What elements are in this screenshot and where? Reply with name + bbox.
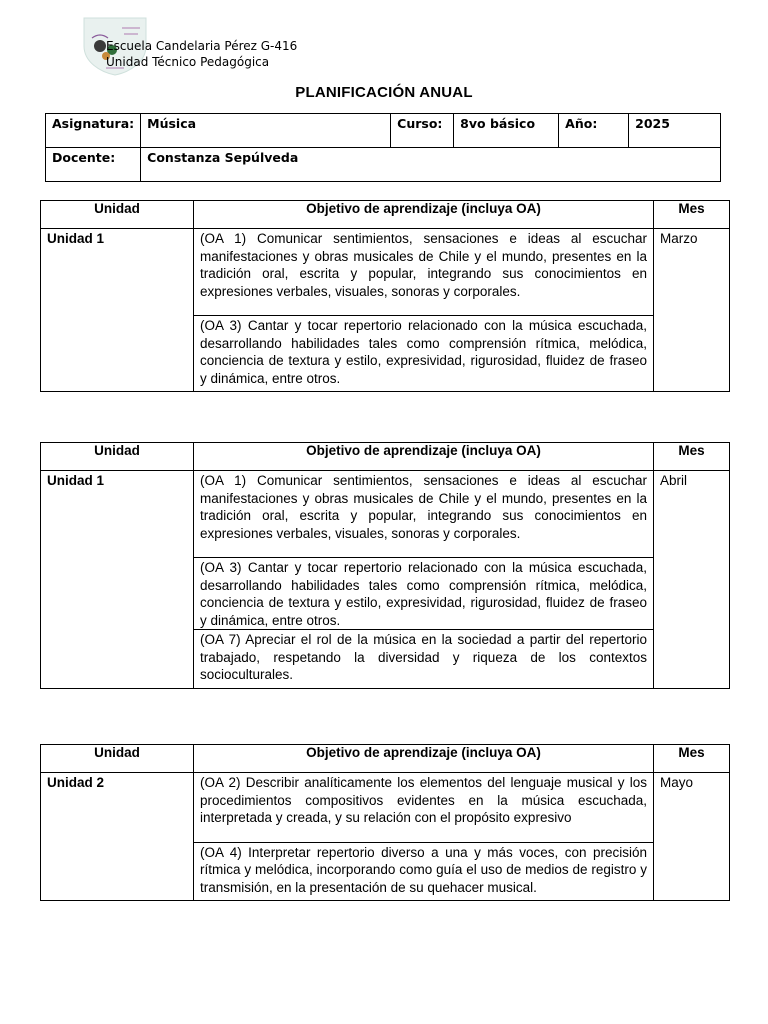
mes-cell: Abril: [654, 471, 730, 689]
plan-table-1: [40, 200, 730, 392]
col-unidad: Unidad: [41, 443, 194, 471]
col-mes: Mes: [654, 745, 730, 773]
objetivo-item: (OA 1) Comunicar sentimientos, sensaciones e ideas al escuchar manifestaciones y obras musicales de Chile y el mundo, presentes en la tradición oral, escrita y popular, integrando sus conocimientos en expresiones verbales, visuales, sonoras y corporales.: [200, 473, 647, 541]
col-unidad: Unidad: [41, 745, 194, 773]
anio-value: 2025: [629, 114, 721, 148]
curso-value: 8vo básico: [454, 114, 559, 148]
anio-label: Año:: [559, 114, 629, 148]
department-name: Unidad Técnico Pedagógica: [106, 55, 270, 69]
mes-cell: Mayo: [654, 773, 730, 901]
objetivos-cell: [194, 471, 654, 689]
col-mes: Mes: [654, 443, 730, 471]
docente-label: Docente:: [46, 148, 141, 182]
table-row: [41, 229, 730, 392]
page-title: PLANIFICACIÓN ANUAL: [295, 84, 473, 101]
col-objetivo: Objetivo de aprendizaje (incluya OA): [194, 443, 654, 471]
docente-value: Constanza Sepúlveda: [141, 148, 721, 182]
unidad-cell: Unidad 1: [41, 229, 194, 392]
mes-cell: Marzo: [654, 229, 730, 392]
school-header: [106, 38, 297, 70]
asignatura-label: Asignatura:: [46, 114, 141, 148]
curso-label: Curso:: [391, 114, 454, 148]
objetivo-item: (OA 7) Apreciar el rol de la música en la sociedad a partir del repertorio trabajado, respetando la diversidad y riqueza de los contextos socioculturales.: [194, 629, 653, 684]
col-objetivo: Objetivo de aprendizaje (incluya OA): [194, 745, 654, 773]
col-unidad: Unidad: [41, 201, 194, 229]
asignatura-value: Música: [141, 114, 391, 148]
table-row: [41, 773, 730, 901]
col-objetivo: Objetivo de aprendizaje (incluya OA): [194, 201, 654, 229]
objetivos-cell: [194, 229, 654, 392]
plan-table-2: [40, 442, 730, 689]
objetivo-item: (OA 4) Interpretar repertorio diverso a una y más voces, con precisión rítmica y melódica, incorporando como guía el uso de medios de registro y transmisión, en la presentación de su quehacer musical.: [194, 842, 653, 897]
unidad-cell: Unidad 1: [41, 471, 194, 689]
unidad-cell: Unidad 2: [41, 773, 194, 901]
objetivo-item: (OA 2) Describir analíticamente los elementos del lenguaje musical y los procedimientos compositivos evidentes en la música escuchada, interpretada y creada, y su relación con el propósito expresivo: [200, 775, 647, 825]
course-info-table: [45, 113, 721, 182]
school-name: Escuela Candelaria Pérez G-416: [106, 39, 298, 53]
objetivo-item: (OA 3) Cantar y tocar repertorio relacionado con la música escuchada, desarrollando habilidades tales como comprensión rítmica, melódica, conciencia de textura y estilo, expresividad, rigurosidad, fluidez de fraseo y dinámica, entre otros.: [194, 557, 653, 629]
objetivos-cell: [194, 773, 654, 901]
col-mes: Mes: [654, 201, 730, 229]
objetivo-item: (OA 3) Cantar y tocar repertorio relacionado con la música escuchada, desarrollando habilidades tales como comprensión rítmica, melódica, conciencia de textura y estilo, expresividad, rigurosidad, fluidez de fraseo y dinámica, entre otros.: [194, 315, 653, 387]
objetivo-item: (OA 1) Comunicar sentimientos, sensaciones e ideas al escuchar manifestaciones y obras musicales de Chile y el mundo, presentes en la tradición oral, escrita y popular, integrando sus conocimientos en expresiones verbales, visuales, sonoras y corporales.: [200, 231, 647, 299]
table-row: [41, 471, 730, 689]
plan-table-3: [40, 744, 730, 901]
